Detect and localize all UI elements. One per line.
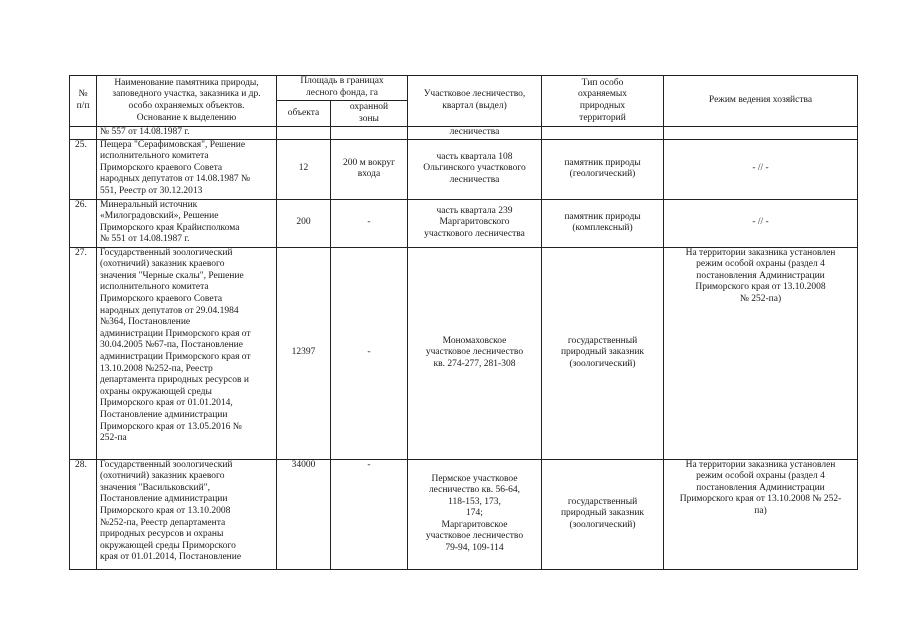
cell-forestry: Мономаховское участковое лесничество кв. 274-277, 281-308 [408, 247, 542, 459]
cell-regime: - // - [664, 199, 858, 247]
protected-areas-table [69, 75, 858, 570]
cell-area-object: 200 [277, 199, 331, 247]
cell-type: государственный природный заказник (зоологический) [542, 247, 664, 459]
cell-forestry: лесничества [408, 127, 542, 140]
cell-regime: - // - [664, 139, 858, 199]
header-forestry: Участковое лесничество, квартал (выдел) [408, 76, 542, 127]
header-area-group: Площадь в границах лесного фонда, га [277, 76, 408, 101]
header-num: № п/п [70, 76, 97, 127]
cell-forestry: часть квартала 239 Маргаритовского участкового лесничества [408, 199, 542, 247]
cell-num: 28. [70, 459, 97, 569]
cell-type: государственный природный заказник (зоологический) [542, 459, 664, 569]
cell-regime [664, 127, 858, 140]
cell-forestry: Пермское участковое лесничество кв. 56-64, 118-153, 173, 174; Маргаритовское участковое лесничество 79-94, 109-114 [408, 459, 542, 569]
header-name: Наименование памятника природы, заповедного участка, заказника и др. особо охраняемых объектов. Основание к выделению [97, 76, 277, 127]
cell-type [542, 127, 664, 140]
cell-area-zone: - [331, 459, 408, 569]
cell-name: Государственный зоологический (охотничий) заказник краевого значения "Васильковский", Постановление администрации Приморского края от 13.10.2008 №252-па, Реестр департамента природных ресурсов и охраны окружающей среды Приморского края от 01.01.2014, Постановление [97, 459, 277, 569]
cell-name: Пещера "Серафимовская", Решение исполнительного комитета Приморского краевого Совета народных депутатов от 14.08.1987 № 551, Реестр от 30.12.2013 [97, 139, 277, 199]
cell-num: 27. [70, 247, 97, 459]
cell-area-object: 12 [277, 139, 331, 199]
cell-num: 26. [70, 199, 97, 247]
table-row-continuation [70, 127, 858, 140]
header-type: Тип особо охраняемых природных территорий [542, 76, 664, 127]
header-area-object: объекта [277, 101, 331, 127]
cell-name: № 557 от 14.08.1987 г. [97, 127, 277, 140]
cell-type: памятник природы (геологический) [542, 139, 664, 199]
cell-area-object [277, 127, 331, 140]
cell-area-zone [331, 127, 408, 140]
table-row [70, 139, 858, 199]
table-row [70, 199, 858, 247]
header-area-zone: охранной зоны [331, 101, 408, 127]
cell-num: 25. [70, 139, 97, 199]
cell-regime: На территории заказника установлен режим особой охраны (раздел 4 постановления Администрации Приморского края от 13.10.2008 № 252-па) [664, 247, 858, 459]
cell-num [70, 127, 97, 140]
cell-forestry: часть квартала 108 Ольгинского участкового лесничества [408, 139, 542, 199]
cell-area-object: 34000 [277, 459, 331, 569]
cell-area-zone: - [331, 247, 408, 459]
cell-area-zone: - [331, 199, 408, 247]
cell-regime: На территории заказника установлен режим особой охраны (раздел 4 постановления Администрации Приморского края от 13.10.2008 № 252- па) [664, 459, 858, 569]
cell-name: Государственный зоологический (охотничий) заказник краевого значения "Черные скалы", Решение исполнительного комитета Приморского краевого Совета народных депутатов от 29.04.1984 №364, Постановление администрации Приморского края от 30.04.2005 №67-па, Постановление администрации Приморского края от 13.10.2008 №252-па, Реестр департамента природных ресурсов и охраны окружающей среды Приморского края от 01.01.2014, Постановление администрации Приморского края от 13.05.2016 № 252-па [97, 247, 277, 459]
table-row [70, 247, 858, 459]
table-row [70, 459, 858, 569]
cell-name: Минеральный источник «Милоградовский», Решение Приморского края Крайисполкома № 551 от 14.08.1987 г. [97, 199, 277, 247]
cell-area-zone: 200 м вокруг входа [331, 139, 408, 199]
header-regime: Режим ведения хозяйства [664, 76, 858, 127]
cell-type: памятник природы (комплексный) [542, 199, 664, 247]
cell-area-object: 12397 [277, 247, 331, 459]
